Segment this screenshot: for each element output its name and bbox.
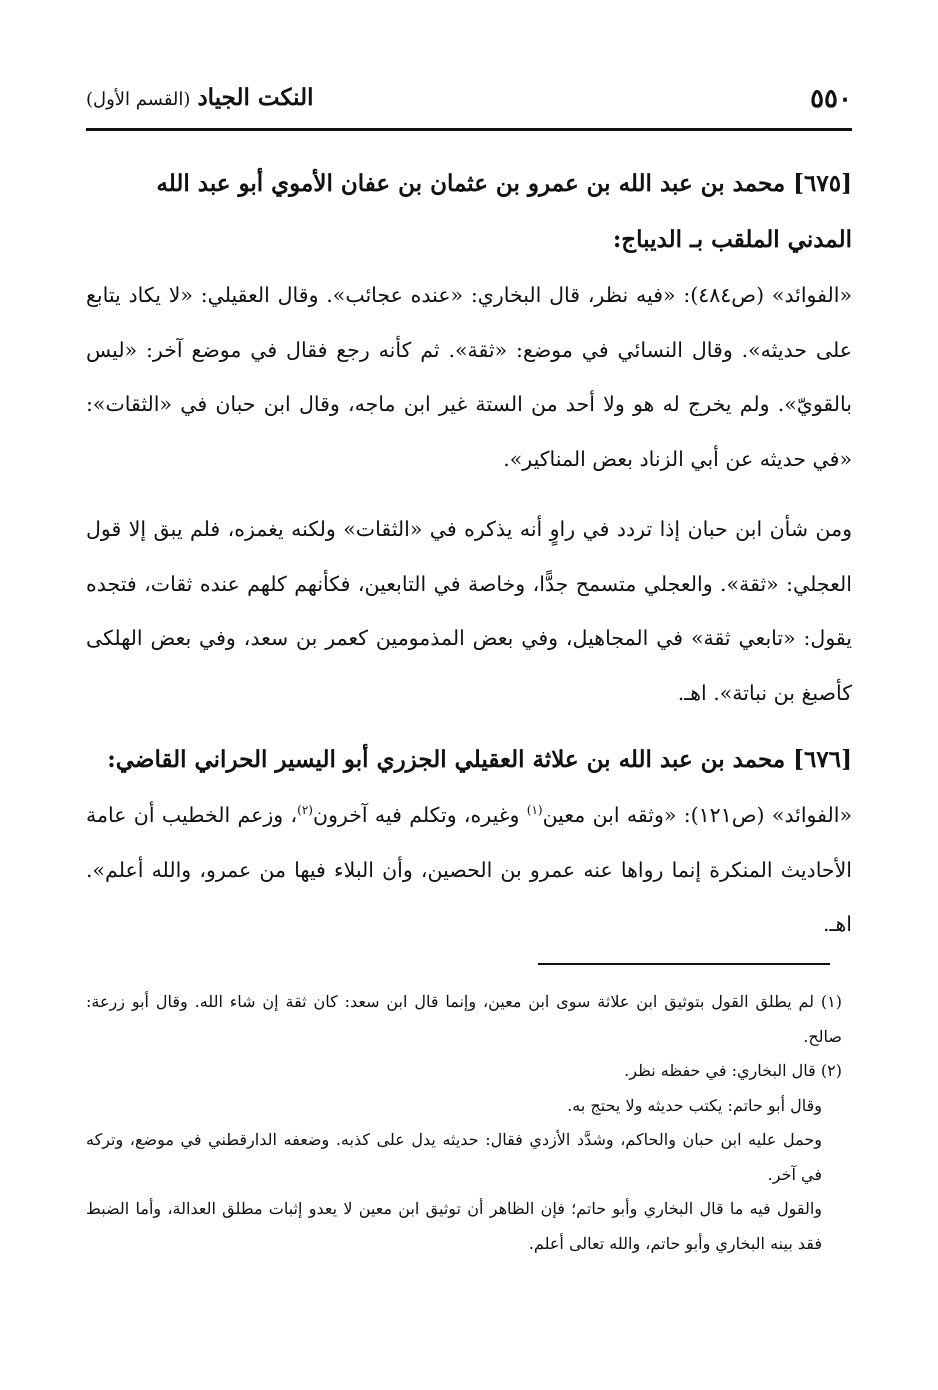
entry-number-675: [٦٧٥]	[793, 170, 852, 197]
footnote-2-continuation-1: وقال أبو حاتم: يكتب حديثه ولا يحتج به.	[567, 1095, 822, 1115]
page-header	[86, 78, 852, 124]
entry-heading-676	[86, 732, 852, 788]
running-title	[86, 84, 314, 111]
page-number: ٥٥٠	[810, 84, 852, 114]
entry-title-675: محمد بن عبد الله بن عمرو بن عثمان بن عفان الأموي أبو عبد الله المدني الملقب بـ الديباج:	[156, 170, 852, 253]
entry-675-paragraph-1: «الفوائد» (ص٤٨٤): «فيه نظر، قال البخاري: «عنده عجائب». وقال العقيلي: «لا يكاد يتابع على حديثه». وقال النسائي في موضع: «ثقة». ثم كأنه رجع فقال في موضع آخر: «ليس بالقويّ». ولم يخرج له هو ولا أحد من الستة غير ابن ماجه، وقال ابن حبان في «الثقات»: «في حديثه عن أبي الزناد بعض المناكير».	[86, 283, 852, 471]
footnote-2: (٢) قال البخاري: في حفظه نظر.	[624, 1061, 842, 1080]
entry-number-676: [٦٧٦]	[793, 746, 852, 773]
footnote-2-continuation-3: والقول فيه ما قال البخاري وأبو حاتم؛ فإن الظاهر أن توثيق ابن معين لا يعدو إثبات مطلق العدالة، وأما الضبط فقد بينه البخاري وأبو حاتم، والله تعالى أعلم.	[86, 1199, 822, 1253]
entry-676-text-3: ، وزعم الخطيب أن عامة الأحاديث المنكرة إنما رواها عنه عمرو بن الحصين، وأن البلاء فيها من عمرو، والله أعلم». اهـ.	[86, 803, 852, 936]
entry-675-paragraph-2: ومن شأن ابن حبان إذا تردد في راوٍ أنه يذكره في «الثقات» ولكنه يغمزه، فلم يبق إلا قول العجلي: «ثقة». والعجلي متسمح جدًّا، وخاصة في التابعين، فكأنهم كلهم عنده ثقات، فتجده يقول: «تابعي ثقة» في المجاهيل، وفي بعض المذمومين كعمر بن سعد، وفي بعض الهلكى كأصبغ بن نباتة». اهـ.	[86, 517, 852, 705]
entry-heading-675	[86, 156, 852, 268]
book-title: النكت الجياد	[197, 84, 314, 111]
section-label: (القسم الأول)	[86, 89, 191, 110]
entry-676-paragraph	[86, 788, 852, 952]
footnote-ref-2: (٢)	[297, 803, 313, 818]
footnotes	[86, 985, 842, 1261]
entry-title-676: محمد بن عبد الله بن علاثة العقيلي الجزري أبو اليسير الحراني القاضي:	[107, 746, 786, 773]
main-text	[86, 156, 852, 952]
entry-676-text-1: «الفوائد» (ص١٢١): «وثقه ابن معين	[542, 803, 852, 827]
footnote-1: (١) لم يطلق القول بتوثيق ابن علاثة سوى ابن معين، وإنما قال ابن سعد: كان ثقة إن شاء الله. وقال أبو زرعة: صالح.	[86, 992, 842, 1046]
header-rule	[86, 128, 852, 131]
footnote-separator	[538, 963, 830, 965]
footnote-ref-1: (١)	[526, 803, 543, 818]
footnote-2-continuation-2: وحمل عليه ابن حبان والحاكم، وشدَّد الأزدي فقال: حديثه يدل على كذبه. وضعفه الدارقطني في موضع، وتركه في آخر.	[86, 1130, 822, 1184]
entry-676-text-2: وغيره، وتكلم فيه آخرون	[312, 803, 527, 827]
